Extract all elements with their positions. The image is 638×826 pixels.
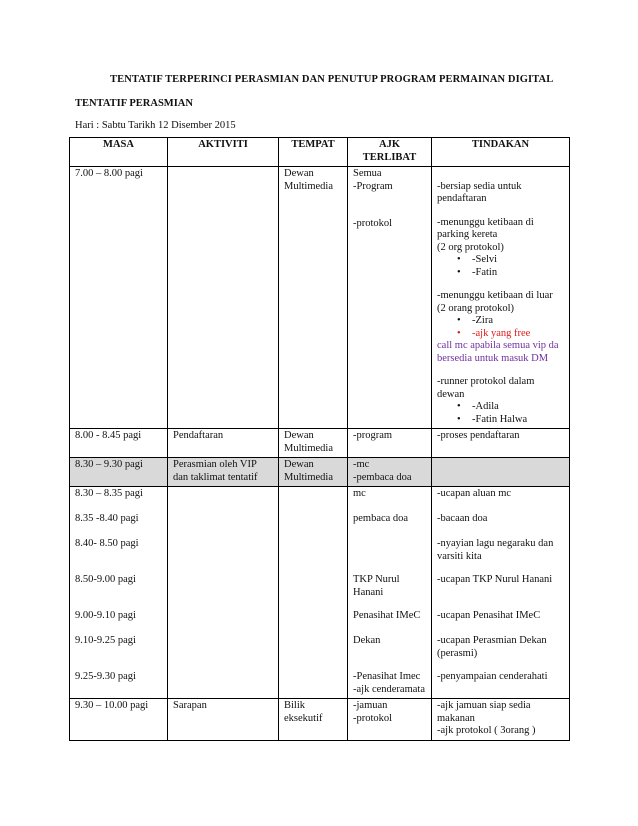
cell-ajk: Semua -Program -protokol <box>348 167 432 429</box>
list-item: • -Selvi <box>437 254 564 267</box>
header-aktiviti: AKTIVITI <box>168 138 279 167</box>
cell-tindakan: -ajk jamuan siap sedia makanan -ajk protokol ( 3orang ) <box>432 699 570 741</box>
header-ajk-line2: TERLIBAT <box>362 151 417 163</box>
schedule-table <box>69 137 570 741</box>
table-row <box>70 487 570 699</box>
cell-aktiviti <box>168 167 279 429</box>
cell-aktiviti: Pendaftaran <box>168 429 279 458</box>
cell-aktiviti: Sarapan <box>168 699 279 741</box>
cell-aktiviti: Perasmian oleh VIP dan taklimat tentatif <box>168 458 279 487</box>
cell-aktiviti <box>168 487 279 699</box>
cell-masa: 8.30 – 9.30 pagi <box>70 458 168 487</box>
cell-masa: 8.30 – 8.35 pagi 8.35 -8.40 pagi 8.40- 8.50 pagi 8.50-9.00 pagi 9.00-9.10 pagi 9.10-9.25 pagi 9.25-9.30 pagi <box>70 487 168 699</box>
cell-tempat: Dewan Multimedia <box>279 429 348 458</box>
list-item: • -ajk yang free <box>437 328 564 341</box>
cell-tempat: Dewan Multimedia <box>279 458 348 487</box>
list-item: • -Fatin <box>437 267 564 280</box>
cell-masa: 7.00 – 8.00 pagi <box>70 167 168 429</box>
cell-masa: 9.30 – 10.00 pagi <box>70 699 168 741</box>
cell-tempat <box>279 487 348 699</box>
header-masa: MASA <box>70 138 168 167</box>
cell-ajk: -mc -pembaca doa <box>348 458 432 487</box>
table-row <box>70 458 570 487</box>
cell-tindakan: -proses pendaftaran <box>432 429 570 458</box>
header-ajk-line1: AJK <box>379 139 400 150</box>
header-tempat: TEMPAT <box>279 138 348 167</box>
header-ajk-terlibat <box>348 138 432 167</box>
cell-tempat: Bilik eksekutif <box>279 699 348 741</box>
cell-masa: 8.00 - 8.45 pagi <box>70 429 168 458</box>
list-item: • -Fatin Halwa <box>437 414 564 427</box>
document-title: TENTATIF TERPERINCI PERASMIAN DAN PENUTUP PROGRAM PERMAINAN DIGITAL <box>110 74 554 85</box>
list-item: • -Adila <box>437 401 564 414</box>
table-row <box>70 429 570 458</box>
header-tindakan: TINDAKAN <box>432 138 570 167</box>
section-title: TENTATIF PERASMIAN <box>75 98 193 109</box>
cell-tempat: Dewan Multimedia <box>279 167 348 429</box>
date-line: Hari : Sabtu Tarikh 12 Disember 2015 <box>75 120 236 131</box>
table-header-row <box>70 138 570 167</box>
table-row <box>70 699 570 741</box>
vip-note: bersedia untuk masuk DM <box>437 352 549 364</box>
table-row <box>70 167 570 429</box>
cell-tindakan: -bersiap sedia untuk pendaftaran -menunggu ketibaan di parking kereta (2 org protokol) • -Selvi • -Fatin -menunggu ketibaan di luar (2 orang protokol) • -Zira • -ajk yang free call mc apabila semua vip da bersedia untuk masuk DM -runner protokol dalam dewan • -Adila • -Fatin Halwa <box>432 167 570 429</box>
list-item: • -Zira <box>437 315 564 328</box>
cell-ajk: -program <box>348 429 432 458</box>
cell-ajk: -jamuan -protokol <box>348 699 432 741</box>
cell-tindakan <box>432 458 570 487</box>
vip-note: call mc apabila semua vip da <box>437 340 559 351</box>
cell-ajk: mc pembaca doa TKP Nurul Hanani Penasihat IMeC Dekan -Penasihat Imec -ajk cenderamata <box>348 487 432 699</box>
cell-tindakan: -ucapan aluan mc -bacaan doa -nyayian lagu negaraku dan varsiti kita -ucapan TKP Nurul Hanani -ucapan Penasihat IMeC -ucapan Perasmian Dekan (perasmi) -penyampaian cenderahati <box>432 487 570 699</box>
